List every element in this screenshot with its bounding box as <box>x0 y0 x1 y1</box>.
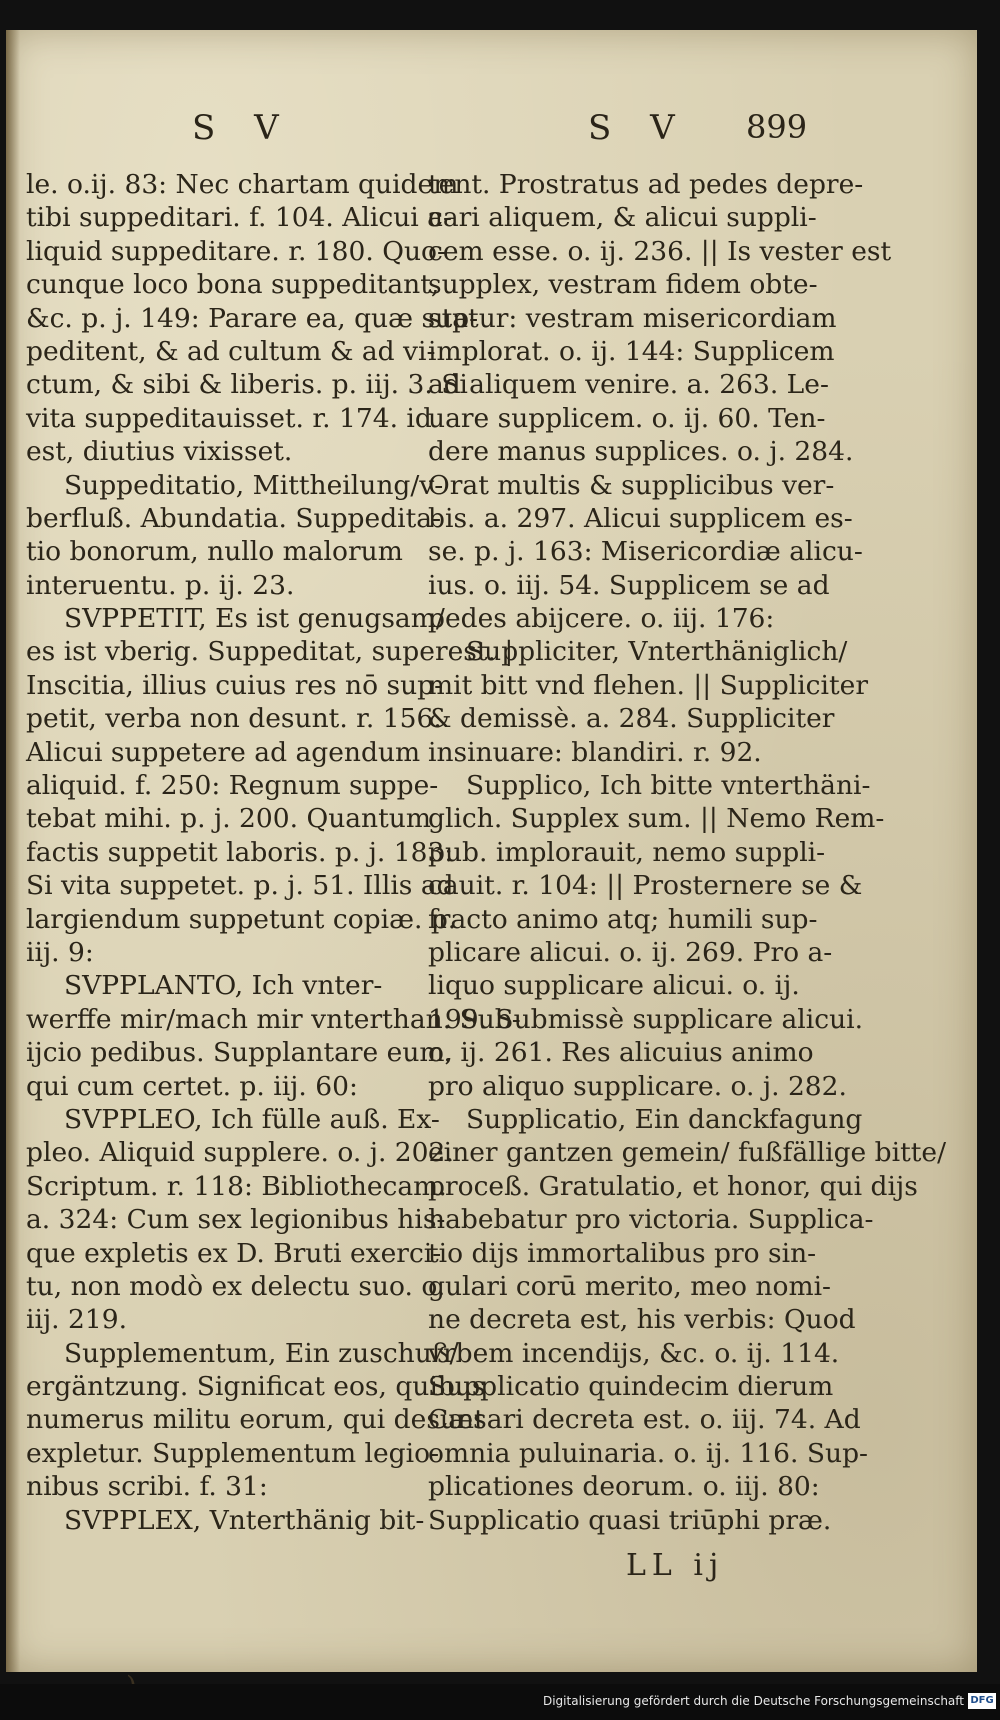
text-line: ergäntzung. Significat eos, quibus <box>26 1371 486 1403</box>
text-line: &c. p. j. 149: Parare ea, quæ sup- <box>26 302 479 334</box>
text-line: ijcio pedibus. Supplantare eum, <box>26 1037 453 1069</box>
running-header <box>6 108 977 168</box>
text-line: mit bitt vnd flehen. || Suppliciter <box>428 669 868 701</box>
digitization-credit: Digitalisierung gefördert durch die Deutsche Forschungsgemeinschaft <box>542 1694 964 1708</box>
text-line: fracto animo atq; humili sup- <box>428 903 818 935</box>
text-line: SVPPLEO, Ich fülle auß. Ex- <box>64 1103 440 1135</box>
book-page <box>6 30 977 1672</box>
text-line: iij. 9: <box>26 936 94 968</box>
text-line: bis. a. 297. Alicui supplicem es- <box>428 502 853 534</box>
binding-shadow <box>6 30 20 1672</box>
text-line: petit, verba non desunt. r. 156. <box>26 703 442 735</box>
text-line: tu, non modò ex delectu suo. o. <box>26 1270 446 1302</box>
text-line: Si vita suppetet. p. j. 51. Illis ad <box>26 870 454 902</box>
text-line: es ist vberig. Suppeditat, superest. | <box>26 636 514 668</box>
right-text-column <box>428 168 946 1537</box>
left-text-column <box>26 168 521 1537</box>
text-line: Supplicatio quasi triūphi præ. <box>428 1504 832 1536</box>
text-line: factis suppetit laboris. p. j. 183: <box>26 836 454 868</box>
text-line: tent. Prostratus ad pedes depre- <box>428 169 864 200</box>
text-line: Scriptum. r. 118: Bibliothecam. <box>26 1170 447 1202</box>
text-line: qui cum certet. p. iij. 60: <box>26 1070 358 1102</box>
text-line: a. 324: Cum sex legionibus his- <box>26 1204 446 1236</box>
text-line: est, diutius vixisset. <box>26 436 293 468</box>
text-line: pro aliquo supplicare. o. j. 282. <box>428 1070 847 1102</box>
text-line: cari aliquem, & alicui suppli- <box>428 202 817 234</box>
text-line: tio bonorum, nullo malorum <box>26 536 403 568</box>
text-line: glich. Supplex sum. || Nemo Rem- <box>428 803 885 835</box>
header-left-letters: S V <box>192 108 293 148</box>
text-line: insinuare: blandiri. r. 92. <box>428 736 762 768</box>
text-line: pedes abijcere. o. iij. 176: <box>428 603 775 635</box>
text-line: liquid suppeditare. r. 180. Quo- <box>26 235 446 267</box>
text-line: Inscitia, illius cuius res nō sup- <box>26 669 444 701</box>
page-number: 899 <box>746 108 808 146</box>
text-line: tibi suppeditari. f. 104. Alicui a- <box>26 202 452 234</box>
text-line: le. o.ij. 83: Nec chartam quidem <box>26 169 459 200</box>
text-line: tebat mihi. p. j. 200. Quantum <box>26 803 431 835</box>
text-line: statur: vestram misericordiam <box>428 302 837 334</box>
text-line: iij. 219. <box>26 1304 128 1336</box>
text-line: Suppeditatio, Mittheilung/v- <box>64 469 444 501</box>
text-line: dere manus supplices. o. j. 284. <box>428 436 854 468</box>
text-line: aliquid. f. 250: Regnum suppe- <box>26 770 439 802</box>
text-line: pleo. Aliquid supplere. o. j. 202. <box>26 1137 454 1169</box>
text-line: plicationes deorum. o. iij. 80: <box>428 1471 820 1503</box>
credit-bar <box>0 1684 1000 1720</box>
text-line: ne decreta est, his verbis: Quod <box>428 1304 856 1336</box>
text-line: Supplicatio quindecim dierum <box>428 1371 834 1403</box>
text-line: vrbem incendijs, &c. o. ij. 114. <box>428 1337 840 1369</box>
text-line: SVPPLEX, Vnterthänig bit- <box>64 1504 425 1536</box>
text-line: Alicui suppetere ad agendum <box>26 736 421 768</box>
dfg-logo-icon: DFG <box>968 1693 996 1709</box>
text-line: cauit. r. 104: || Prosternere se & <box>428 870 863 902</box>
text-line: gulari corū merito, meo nomi- <box>428 1270 831 1302</box>
text-line: se. p. j. 163: Misericordiæ alicu- <box>428 536 863 568</box>
text-line: supplex, vestram fidem obte- <box>428 269 818 301</box>
text-line: vita suppeditauisset. r. 174. id <box>26 402 432 434</box>
text-line: uare supplicem. o. ij. 60. Ten- <box>428 402 826 434</box>
text-line: einer gantzen gemein/ fußfällige bitte/ <box>428 1137 946 1169</box>
text-line: Supplementum, Ein zuschuß/ <box>64 1337 459 1369</box>
text-line: habebatur pro victoria. Supplica- <box>428 1204 874 1236</box>
text-line: Supplico, Ich bitte vnterthäni- <box>466 770 871 802</box>
text-line: Cæsari decreta est. o. iij. 74. Ad <box>428 1404 861 1436</box>
text-line: que expletis ex D. Bruti exerci- <box>26 1237 442 1269</box>
text-line: SVPPLANTO, Ich vnter- <box>64 970 383 1002</box>
text-line: cunque loco bona suppeditant, <box>26 269 440 301</box>
text-line: Suppliciter, Vnterthäniglich/ <box>466 636 848 668</box>
text-line: peditent, & ad cultum & ad vi- <box>26 335 436 367</box>
text-line: numerus militu eorum, qui desunt <box>26 1404 485 1436</box>
text-line: liquo supplicare alicui. o. ij. <box>428 970 800 1002</box>
text-line: ad aliquem venire. a. 263. Le- <box>428 369 829 401</box>
text-line: nibus scribi. f. 31: <box>26 1471 268 1503</box>
text-line: largiendum suppetunt copiæ. p. <box>26 903 457 935</box>
header-right-letters: S V <box>588 108 689 148</box>
text-line: & demissè. a. 284. Suppliciter <box>428 703 835 735</box>
text-line: berfluß. Abundatia. Suppedita- <box>26 502 442 534</box>
text-line: tio dijs immortalibus pro sin- <box>428 1237 817 1269</box>
text-line: ius. o. iij. 54. Supplicem se ad <box>428 569 830 601</box>
text-line: Supplicatio, Ein danckfagung <box>466 1103 863 1135</box>
text-line: 199. Submissè supplicare alicui. <box>428 1003 864 1035</box>
text-line: proceß. Gratulatio, et honor, qui dijs <box>428 1170 918 1202</box>
text-line: SVPPETIT, Es ist genugsam/ <box>64 603 445 635</box>
signature-mark: LL ij <box>626 1548 725 1583</box>
text-line: expletur. Supplementum legio- <box>26 1437 440 1469</box>
text-line: Orat multis & supplicibus ver- <box>428 469 835 501</box>
text-line: werffe mir/mach mir vnterthan. Sub- <box>26 1003 521 1035</box>
text-line: ctum, & sibi & liberis. p. iij. 3. Si <box>26 369 468 401</box>
text-line: pub. implorauit, nemo suppli- <box>428 836 826 868</box>
text-line: cem esse. o. ij. 236. || Is vester est <box>428 235 892 267</box>
text-line: implorat. o. ij. 144: Supplicem <box>428 335 835 367</box>
text-line: omnia puluinaria. o. ij. 116. Sup- <box>428 1437 868 1469</box>
text-line: plicare alicui. o. ij. 269. Pro a- <box>428 936 833 968</box>
text-line: interuentu. p. ij. 23. <box>26 569 295 601</box>
text-line: o. ij. 261. Res alicuius animo <box>428 1037 814 1069</box>
